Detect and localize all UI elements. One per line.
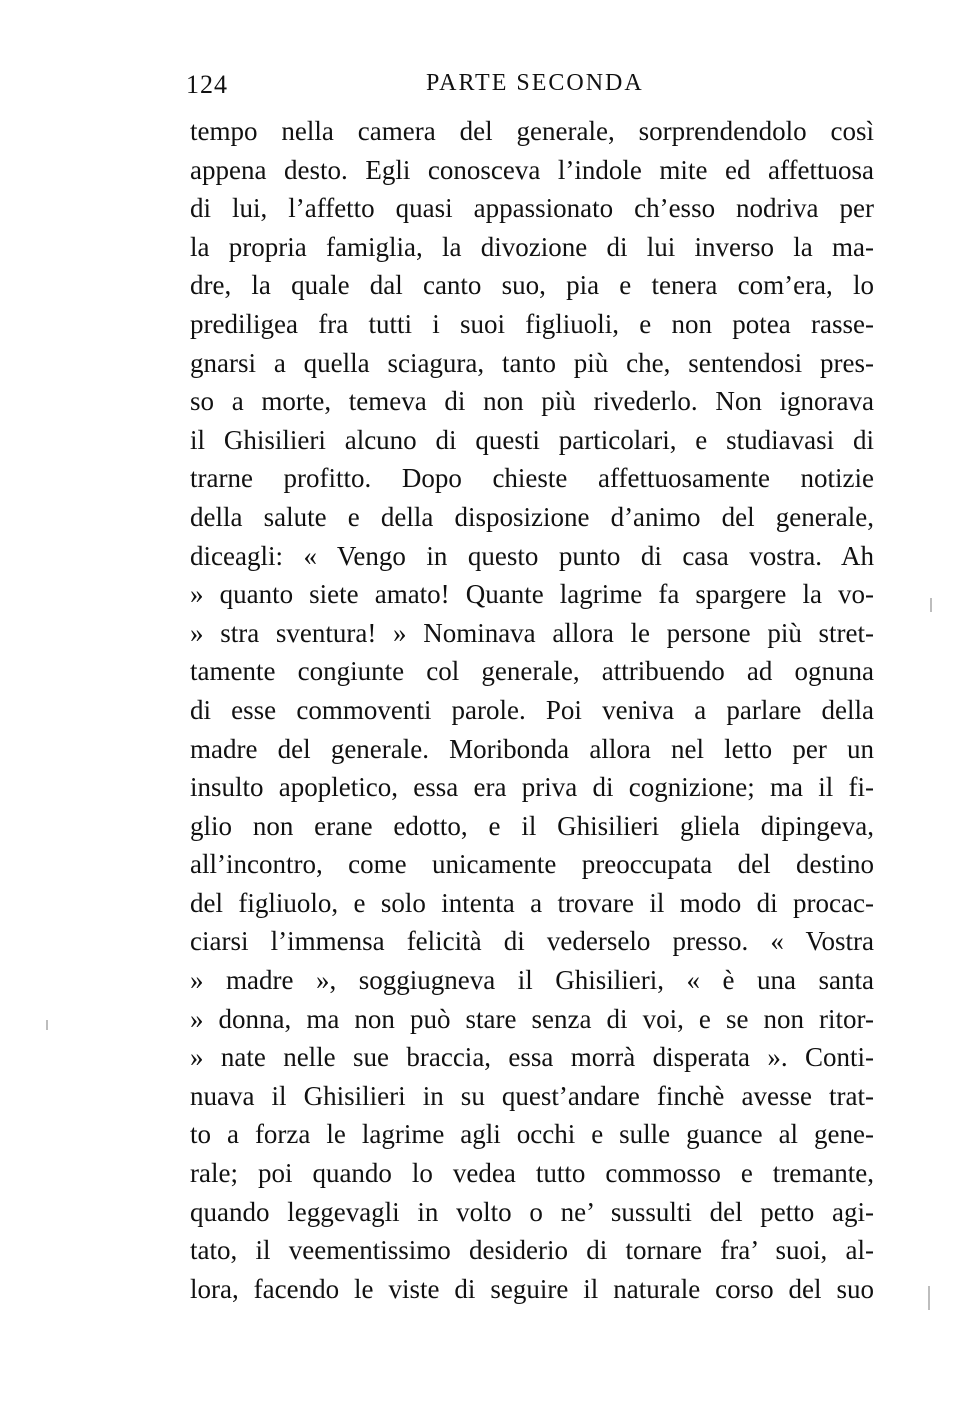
text-line: all’incontro, come unicamente preoccupata del destino — [190, 849, 874, 880]
text-line: » quanto siete amato! Quante lagrime fa spargere la vo- — [190, 579, 874, 610]
text-line: la propria famiglia, la divozione di lui inverso la ma- — [190, 231, 874, 262]
text-line: to a forza le lagrime agli occhi e sulle guance al gene- — [190, 1119, 874, 1150]
text-line: di lui, l’affetto quasi appassionato ch’esso nodriva per — [190, 193, 874, 224]
text-line: madre del generale. Moribonda allora nel letto per un — [190, 733, 874, 764]
text-line: tamente congiunte col generale, attribuendo ad ognuna — [190, 656, 874, 687]
scan-speck — [46, 1020, 48, 1030]
scan-speck — [928, 1286, 930, 1310]
text-line: glio non erane edotto, e il Ghisilieri gliela dipingeva, — [190, 810, 874, 841]
text-line: » stra sventura! » Nominava allora le persone più stret- — [190, 617, 874, 648]
text-line: rale; poi quando lo vedea tutto commosso e tremante, — [190, 1158, 874, 1189]
text-line: quando leggevagli in volto o ne’ sussulti del petto agi- — [190, 1196, 874, 1227]
text-line: insulto apopletico, essa era priva di cognizione; ma il fi- — [190, 772, 874, 803]
text-line: di esse commoventi parole. Poi veniva a parlare della — [190, 694, 874, 725]
text-line: gnarsi a quella sciagura, tanto più che, sentendosi pres- — [190, 347, 874, 378]
text-line: della salute e della disposizione d’animo del generale, — [190, 501, 874, 532]
scan-speck — [930, 598, 932, 612]
text-line: so a morte, temeva di non più rivederlo. Non ignorava — [190, 386, 874, 417]
text-line: del figliuolo, e solo intenta a trovare il modo di procac- — [190, 887, 874, 918]
text-line: il Ghisilieri alcuno di questi particolari, e studiavasi di — [190, 424, 874, 455]
text-line: » donna, ma non può stare senza di voi, e se non ritor- — [190, 1003, 874, 1034]
text-line: tato, il veementissimo desiderio di tornare fra’ suoi, al- — [190, 1235, 874, 1266]
text-line: prediligea fra tutti i suoi figliuoli, e non potea rasse- — [190, 308, 874, 339]
text-line: diceagli: « Vengo in questo punto di casa vostra. Ah — [190, 540, 874, 571]
text-line: dre, la quale dal canto suo, pia e tenera com’era, lo — [190, 270, 874, 301]
page-header — [186, 70, 876, 106]
running-head: PARTE SECONDA — [426, 70, 644, 96]
text-line: trarne profitto. Dopo chieste affettuosamente notizie — [190, 463, 874, 494]
body-text — [190, 112, 874, 1308]
text-line: tempo nella camera del generale, sorprendendolo così — [190, 116, 874, 146]
text-line: appena desto. Egli conosceva l’indole mite ed affettuosa — [190, 154, 874, 185]
text-line: ciarsi l’immensa felicità di vederselo presso. « Vostra — [190, 926, 874, 957]
text-line: nuava il Ghisilieri in su quest’andare finchè avesse trat- — [190, 1080, 874, 1111]
page-number: 124 — [186, 70, 228, 99]
text-line: » nate nelle sue braccia, essa morrà disperata ». Conti- — [190, 1042, 874, 1073]
text-line: » madre », soggiugneva il Ghisilieri, « è una santa — [190, 965, 874, 996]
text-line: lora, facendo le viste di seguire il naturale corso del suo — [190, 1273, 874, 1304]
